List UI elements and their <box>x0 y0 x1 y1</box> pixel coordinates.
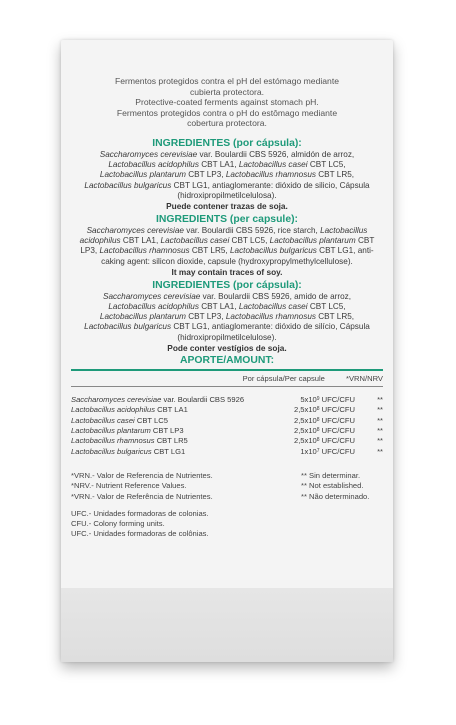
aporte-row <box>71 405 383 415</box>
ingredients-en-text: Saccharomyces cerevisiae var. Boulardii CBS 5926, rice starch, Lactobacillus acidophilus CBT LA1, Lactobacillus casei CBT LC5, Lactobacillus plantarum CBT LP3, Lactobacillus rhamnosus CBT LR5, Lactobacillus bulgaricus CBT LG1, anti-caking agent: silicon dioxide, capsule (hydroxypropylmethylcellulose). <box>79 225 375 266</box>
ingredients-en-soy-note: It may contain traces of soy. <box>171 266 283 277</box>
intro-en: Protective-coated ferments against stomach pH. <box>135 97 319 108</box>
ingredients-es-heading: INGREDIENTES (por cápsula): <box>152 137 302 149</box>
footnotes <box>71 471 383 539</box>
aporte-row <box>71 426 383 436</box>
footnote-cfu-en: CFU.- Colony forming units. <box>71 519 165 529</box>
ingredients-es-text: Saccharomyces cerevisiae var. Boulardii CBS 5926, almidón de arroz, Lactobacillus acidophilus CBT LA1, Lactobacillus casei CBT LC5, Lactobacillus plantarum CBT LP3, Lactobacillus rhamnosus CBT LR5, Lactobacillus bulgaricus CBT LG1, antiaglomerante: dióxido de silicio, Cápsula (hidroxipropilmetilcelulosa). <box>84 149 370 200</box>
footnote-nd-en: ** Not established. <box>301 481 364 491</box>
aporte-strain: Saccharomyces cerevisiae var. Boulardii CBS 5926 <box>71 394 245 404</box>
box-bottom-band <box>61 588 393 662</box>
aporte-strain: Lactobacillus casei CBT LC5 <box>71 415 168 425</box>
intro-text <box>71 76 383 129</box>
aporte-vrn: ** <box>377 436 383 446</box>
ingredients-pt-heading: INGREDIENTES (por cápsula): <box>152 279 302 291</box>
col-vrn: *VRN/NRV <box>346 373 383 383</box>
aporte-vrn: ** <box>377 446 383 456</box>
ingredients-en <box>71 214 383 278</box>
aporte-strain: Lactobacillus rhamnosus CBT LR5 <box>71 436 188 446</box>
label-content <box>71 76 383 539</box>
ingredients-pt-soy-note: Pode conter vestígios de soja. <box>167 342 287 353</box>
intro-es: Fermentos protegidos contra el pH del estómago mediante cubierta protectora. <box>114 76 340 97</box>
aporte-row <box>71 395 383 405</box>
footnote-nd-pt: ** Não determinado. <box>301 491 370 501</box>
ingredients-pt <box>71 280 383 354</box>
aporte-strain: Lactobacillus acidophilus CBT LA1 <box>71 405 188 415</box>
aporte-header-divider <box>71 386 383 387</box>
ingredients-pt-text: Saccharomyces cerevisiae var. Boulardii CBS 5926, amido de arroz, Lactobacillus acidophilus CBT LA1, Lactobacillus casei CBT LC5, Lactobacillus plantarum CBT LP3, Lactobacillus rhamnosus CBT LR5, Lactobacillus bulgaricus CBT LG1, antiaglomerante: dióxido de silício, Cápsula (hidroxipropilmetilcelulose). <box>84 291 370 342</box>
aporte-vrn: ** <box>377 426 383 436</box>
aporte-column-headers <box>71 373 383 385</box>
aporte-table <box>71 395 383 457</box>
aporte-quantity: $5x10^9$ UFC/CFU <box>300 394 355 404</box>
ingredients-es-soy-note: Puede contener trazas de soja. <box>166 200 288 211</box>
footnote-nrv-en: *NRV.- Nutrient Reference Values. <box>71 481 187 491</box>
footnote-ufc-pt: UFC.- Unidades formadoras de colônias. <box>71 529 209 539</box>
aporte-row <box>71 436 383 446</box>
aporte-vrn: ** <box>377 394 383 404</box>
footnote-ufc-es: UFC.- Unidades formadoras de colonias. <box>71 508 209 518</box>
aporte-quantity: $2,5x10^8$ UFC/CFU <box>293 426 355 436</box>
intro-pt: Fermentos protegidos contra o pH do estômago mediante cobertura protectora. <box>116 107 338 129</box>
aporte-vrn: ** <box>377 415 383 425</box>
aporte-quantity: $1x10^7$ UFC/CFU <box>300 446 355 456</box>
ingredients-es <box>71 138 383 212</box>
col-per-capsule: Por cápsula/Per capsule <box>242 373 325 383</box>
aporte-quantity: $2,5x10^8$ UFC/CFU <box>293 405 355 415</box>
aporte-heading: APORTE/AMOUNT: <box>179 354 275 366</box>
footnotes-ufc <box>71 509 383 540</box>
aporte-strain: Lactobacillus bulgaricus CBT LG1 <box>71 446 186 456</box>
aporte-row <box>71 416 383 426</box>
aporte-quantity: $2,5x10^8$ UFC/CFU <box>293 436 355 446</box>
product-box-back <box>61 40 393 662</box>
footnote-vrn-es: *VRN.- Valor de Referencia de Nutrientes. <box>71 471 213 481</box>
footnote-vrn-pt: *VRN.- Valor de Referência de Nutrientes. <box>71 491 213 501</box>
ingredients-en-heading: INGREDIENTS (per capsule): <box>155 213 299 225</box>
footnote-nd-es: ** Sin determinar. <box>301 471 361 481</box>
aporte-strain: Lactobacillus plantarum CBT LP3 <box>71 426 184 436</box>
aporte-divider <box>71 369 383 371</box>
aporte-vrn: ** <box>377 405 383 415</box>
aporte-section <box>71 355 383 457</box>
aporte-quantity: $2,5x10^8$ UFC/CFU <box>293 415 355 425</box>
aporte-row <box>71 447 383 457</box>
